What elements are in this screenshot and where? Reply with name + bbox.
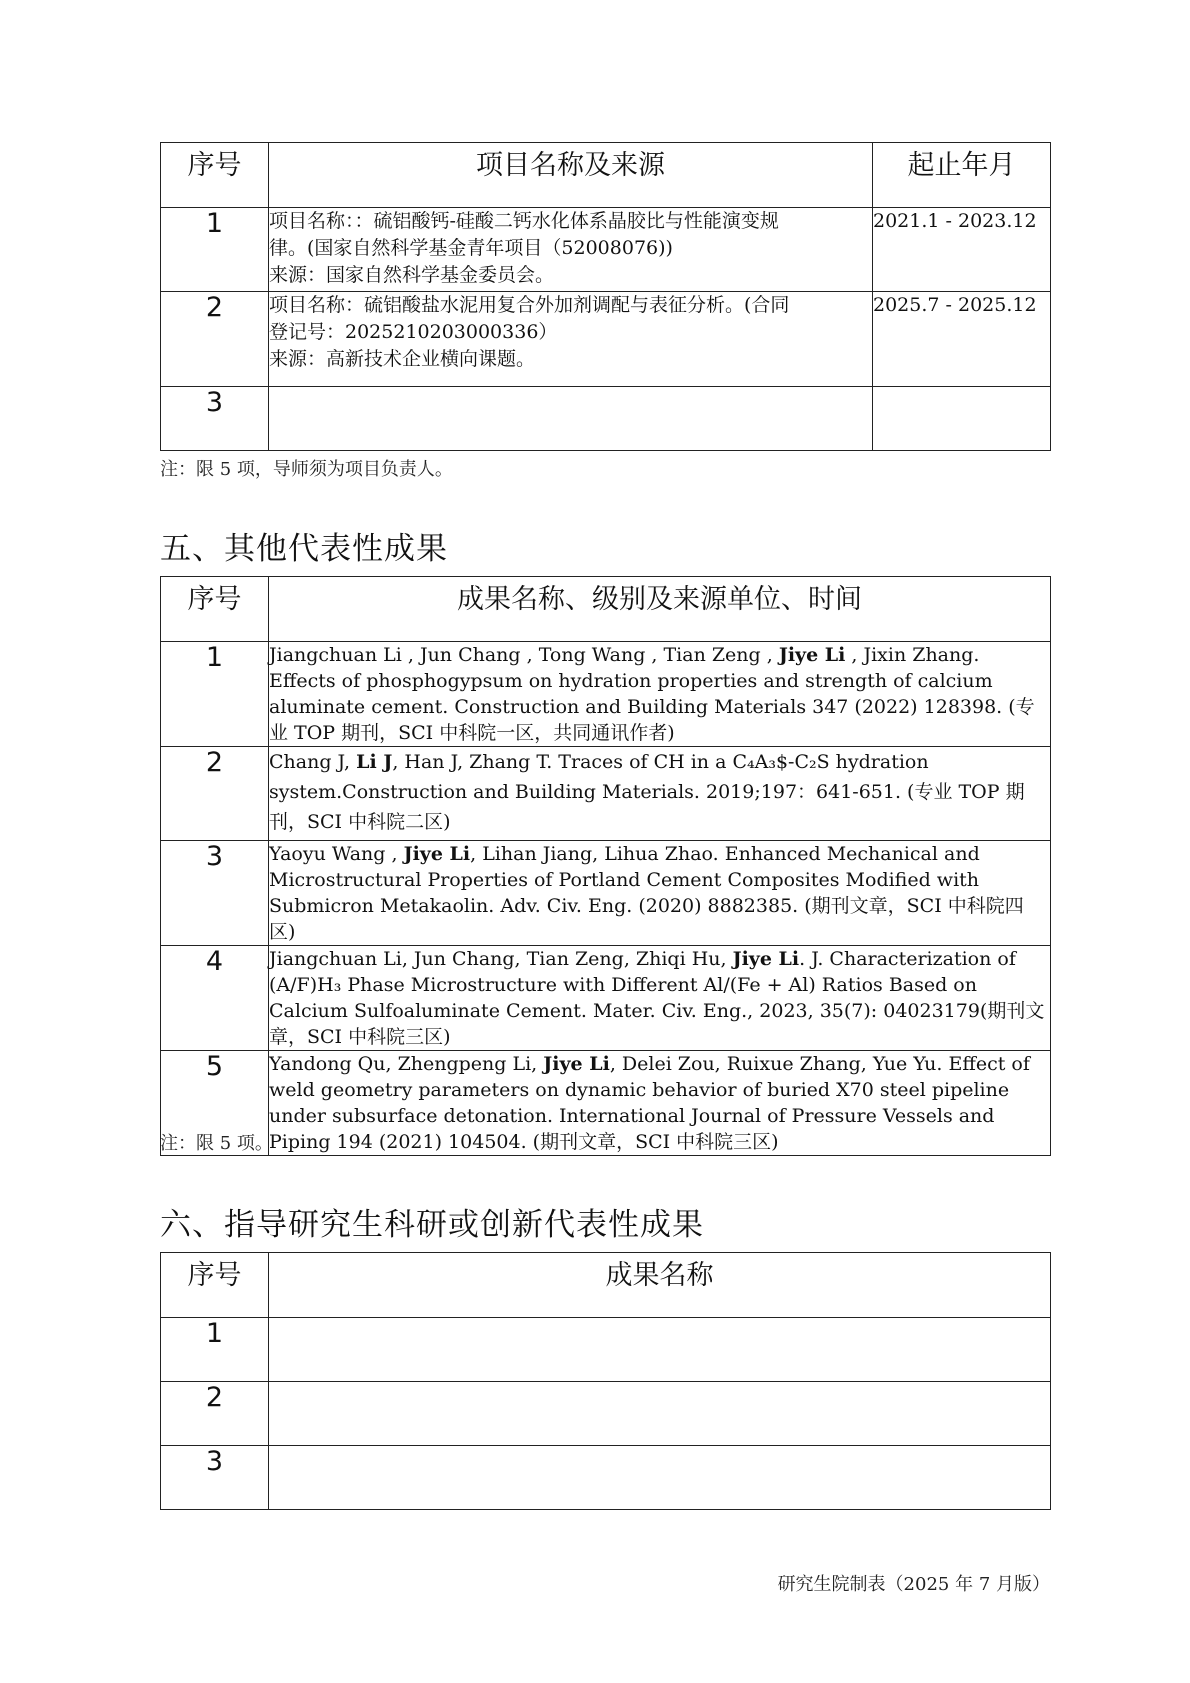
- citation-rest: , Delei Zou, Ruixue Zhang, Yue Yu. Effect of weld geometry parameters on dynamic behavior of buried X70 steel pipeline under subsurface detonation. International Journal of Pressure Vessels and Piping 194 (2021) 104504. (期刊文章，SCI 中科院三区): [269, 1053, 1030, 1153]
- citation-rest: . J. Characterization of (A/F)H₃ Phase Microstructure with Different Al/(Fe + Al) Ratios Based on Calcium Sulfoaluminate Cement. Mater. Civ. Eng., 2023, 35(7): 04023179(期刊文章，SCI 中科院三区): [269, 948, 1045, 1048]
- achievement-text: [269, 1051, 1051, 1156]
- table-row: [161, 841, 1051, 946]
- table-row: [161, 1382, 1051, 1446]
- text-line: 项目名称：：硫铝酸钙-硅酸二钙水化体系晶胶比与性能演变规: [269, 210, 779, 232]
- row-index: 2: [161, 292, 269, 387]
- row-index: 3: [161, 387, 269, 451]
- section5-title: 五、其他代表性成果: [160, 531, 448, 567]
- achievement-name-cell: [269, 1382, 1051, 1446]
- project-period: 2021.1 - 2023.12: [873, 208, 1051, 292]
- highlighted-author: Jiye Li: [778, 644, 846, 666]
- table-row: [161, 1446, 1051, 1510]
- header-achievement-name: 成果名称: [269, 1253, 1051, 1318]
- achievements-table: [160, 576, 1051, 1156]
- achievement-text: [269, 747, 1051, 841]
- project-description: [269, 387, 873, 451]
- text-line: 来源：国家自然科学基金委员会。: [269, 264, 555, 286]
- header-period: 起止年月: [873, 143, 1051, 208]
- achievement-text: [269, 841, 1051, 946]
- table-row: [161, 1051, 1051, 1156]
- row-index: 1: [161, 208, 269, 292]
- project-description: [269, 292, 873, 387]
- project-period: [873, 387, 1051, 451]
- row-index: 2: [161, 1382, 269, 1446]
- achievement-text: [269, 642, 1051, 747]
- student-achievements-header-row: [161, 1253, 1051, 1318]
- table-row: [161, 387, 1051, 451]
- citation-authors-before: Chang J,: [269, 751, 357, 773]
- row-index: 1: [161, 1318, 269, 1382]
- row-index: 2: [161, 747, 269, 841]
- table-row: [161, 1318, 1051, 1382]
- highlighted-author: Jiye Li: [732, 948, 800, 970]
- citation-rest: , Han J, Zhang T. Traces of CH in a C₄A₃$-C₂S hydration system.Construction and Building Materials. 2019;197：641-651. (专业 TOP 期刊，SCI 中科院二区): [269, 751, 1025, 833]
- table-row: [161, 747, 1051, 841]
- highlighted-author: Jiye Li: [403, 843, 471, 865]
- project-description: [269, 208, 873, 292]
- achievements-header-row: [161, 577, 1051, 642]
- row-index: 3: [161, 1446, 269, 1510]
- table-row: [161, 208, 1051, 292]
- table-row: [161, 642, 1051, 747]
- header-index: 序号: [161, 1253, 269, 1318]
- table-row: [161, 946, 1051, 1051]
- highlighted-author: Jiye Li: [543, 1053, 610, 1075]
- table-row: [161, 292, 1051, 387]
- text-line: 律。(国家自然科学基金青年项目（52008076)): [269, 237, 673, 259]
- highlighted-author: Li J: [356, 751, 393, 773]
- project-period: 2025.7 - 2025.12: [873, 292, 1051, 387]
- text-line: 登记号：2025210203000336）: [269, 321, 558, 343]
- achievement-text: [269, 946, 1051, 1051]
- projects-note: 注：限 5 项，导师须为项目负责人。: [160, 459, 453, 480]
- section6-title: 六、指导研究生科研或创新代表性成果: [160, 1207, 704, 1243]
- form-footer: 研究生院制表（2025 年 7 月版）: [777, 1574, 1050, 1595]
- text-line: 来源：高新技术企业横向课题。: [269, 348, 536, 370]
- header-index: 序号: [161, 577, 269, 642]
- row-index: 1: [161, 642, 269, 747]
- achievement-name-cell: [269, 1318, 1051, 1382]
- achievement-name-cell: [269, 1446, 1051, 1510]
- citation-authors-before: Yaoyu Wang ,: [269, 843, 404, 865]
- row-index: 4: [161, 946, 269, 1051]
- citation-rest: , Lihan Jiang, Lihua Zhao. Enhanced Mechanical and Microstructural Properties of Portland Cement Composites Modified with Submicron Metakaolin. Adv. Civ. Eng. (2020) 8882385. (期刊文章，SCI 中科院四区): [269, 843, 1024, 943]
- student-achievements-table: [160, 1252, 1051, 1510]
- header-index: 序号: [161, 143, 269, 208]
- row-index: 5: [161, 1051, 269, 1156]
- text-line: 项目名称：硫铝酸盐水泥用复合外加剂调配与表征分析。(合同: [269, 294, 790, 316]
- achievements-note: 注：限 5 项。: [160, 1133, 273, 1154]
- header-achievement: 成果名称、级别及来源单位、时间: [269, 577, 1051, 642]
- citation-authors-before: Jiangchuan Li, Jun Chang, Tian Zeng, Zhiqi Hu,: [269, 948, 733, 970]
- projects-header-row: [161, 143, 1051, 208]
- citation-authors-before: Jiangchuan Li , Jun Chang , Tong Wang , Tian Zeng ,: [269, 644, 779, 666]
- row-index: 3: [161, 841, 269, 946]
- citation-rest: , Jixin Zhang. Effects of phosphogypsum on hydration properties and strength of calcium aluminate cement. Construction and Building Materials 347 (2022) 128398. (专业 TOP 期刊，SCI 中科院一区，共同通讯作者): [269, 644, 1035, 744]
- header-project-name-source: 项目名称及来源: [269, 143, 873, 208]
- citation-authors-before: Yandong Qu, Zhengpeng Li,: [269, 1053, 544, 1075]
- projects-table: [160, 142, 1051, 451]
